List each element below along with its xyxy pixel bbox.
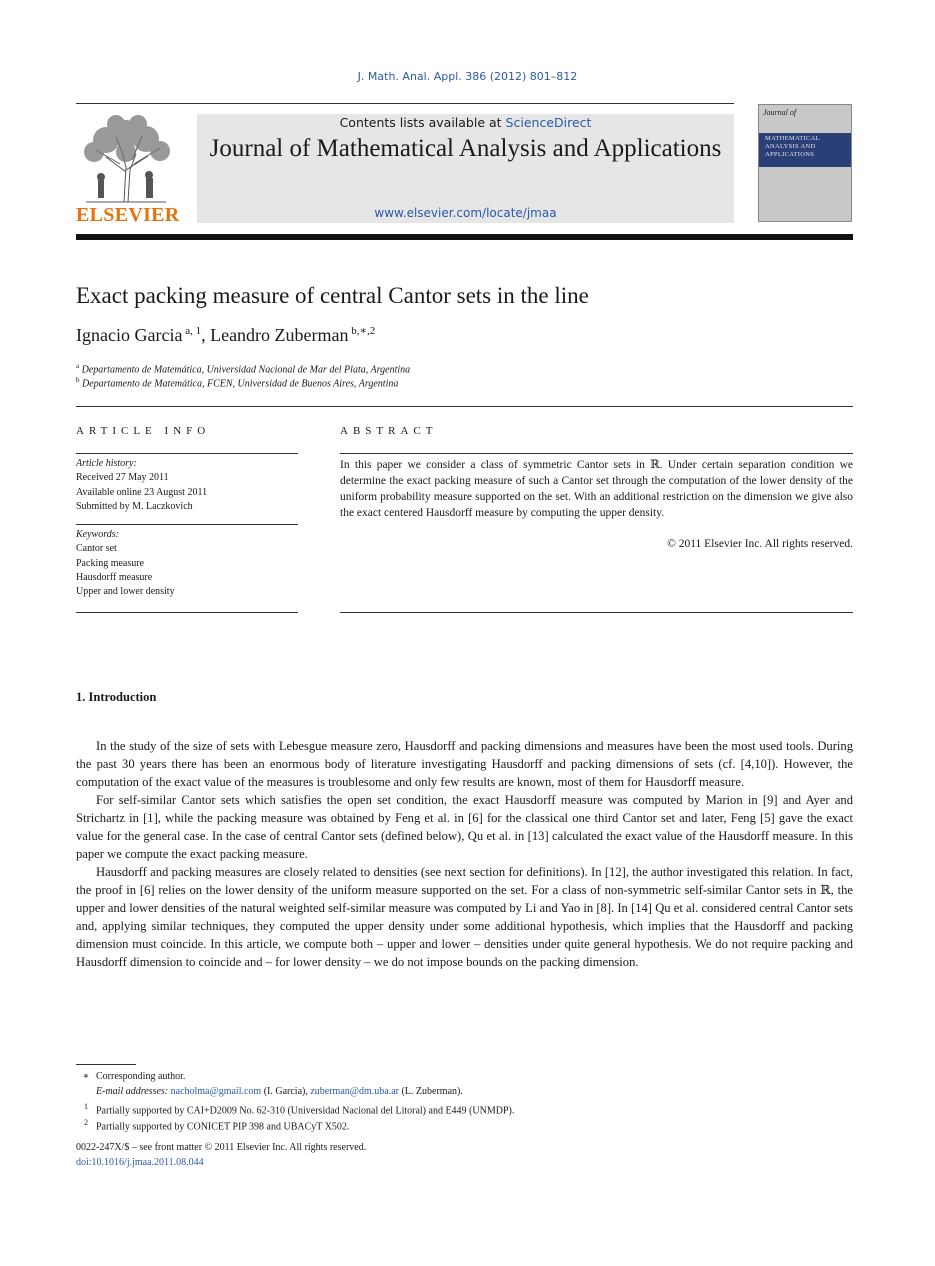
affiliation-b [76,376,398,389]
intro-body [76,737,853,971]
keywords-label: Keywords: [76,529,119,540]
cover-journal-of: Journal of [763,108,797,117]
affiliation-text: Departamento de Matemática, Universidad Nacional de Mar del Plata, Argentina [81,364,411,376]
abstract-rule [340,612,853,613]
section-rule [76,406,853,407]
footnote-text: Corresponding author. [96,1071,186,1082]
history-item: Available online 23 August 2011 [76,486,208,498]
affiliation-text: Departamento de Matemática, FCEN, Universidad de Buenos Aires, Argentina [82,378,399,390]
author-list [76,324,375,346]
email-label: E-mail addresses: [96,1086,169,1097]
footnote-text: Partially supported by CAI+D2009 No. 62-310 (Universidad Nacional del Litoral) and E449 (UNMDP). [96,1105,515,1117]
author-separator: , [201,325,211,345]
sciencedirect-link[interactable]: ScienceDirect [505,115,592,130]
footnote-text: Partially supported by CONICET PIP 398 and UBACyT X502. [96,1121,350,1133]
abstract-text: In this paper we consider a class of symmetric Cantor sets in ℝ. Under certain separation condition we determine the exact packing measure of such a Cantor set through the computation of the lower density of the uniform probability measure supported on the set. With an additional restriction on the dimension we give also the exact centered Hausdorff measure by computing the upper density. [340,459,853,519]
intro-heading: 1. Introduction [76,690,157,704]
article-history [76,457,298,514]
email-link[interactable]: nacholma@gmail.com [170,1086,262,1097]
contents-line [197,115,734,130]
affiliation-mark: b [76,376,80,384]
header-thick-rule [76,234,853,240]
email-owner: (L. Zuberman). [398,1086,463,1097]
cover-band [759,133,851,167]
footnote-corresponding [76,1069,853,1084]
author-name[interactable]: Ignacio Garcia [76,325,183,345]
intro-paragraph: For self-similar Cantor sets which satisfies the open set condition, the exact Hausdorff measure was computed by Marion in [9] and Ayer and Strichartz in [1], while the packing measure was obtained by Feng et al. in [6] for the classical one third Cantor set and later, Feng [5] gave the exact value for the general case. In the case of central Cantor sets (defined below), Qu et al. in [13] calculated the exact value of the Hausdorff measure. In this paper we compute the exact packing measure. [76,793,853,861]
article-info-heading: ARTICLE INFO [76,425,211,437]
journal-url-link[interactable]: www.elsevier.com/locate/jmaa [374,206,557,220]
author-marks[interactable]: a, 1 [185,325,202,337]
abstract-rule [340,453,853,454]
article-info-rule [76,453,298,454]
intro-paragraph: Hausdorff and packing measures are closely related to densities (see next section for definitions). In [12], the author investigated this relation. In fact, the proof in [6] relies on the lower density of the uniform measure supported on the set. For a class of non-symmetric self-similar Cantor sets in ℝ, the upper and lower densities of the natural weighted self-similar measure was computed by Li and Yao in [8]. In [14] Qu et al. considered central Cantor sets and, applying similar techniques, they computed the upper density under some additional hypothesis, which implies that the Hausdorff and packing dimension must coincide. In this article, we compute both – upper and lower – densities under quite general hypothesis. We do not require packing and Hausdorff dimension to coincide and – for lower density – we do not impose bounds on the packing dimension. [76,865,853,969]
article-title: Exact packing measure of central Cantor sets in the line [76,283,589,308]
keywords [76,528,298,599]
abstract-heading: ABSTRACT [340,425,438,437]
keyword: Hausdorff measure [76,571,153,583]
author-marks[interactable]: b,∗,2 [351,325,376,337]
elsevier-wordmark: ELSEVIER [76,204,180,226]
journal-masthead [197,114,734,223]
footnote-2 [76,1115,853,1135]
contents-prefix: Contents lists available at [339,115,506,130]
footnote-mark: 1 [84,1102,88,1111]
affiliation-mark: a [76,362,80,370]
doi-link[interactable]: doi:10.1016/j.jmaa.2011.08.044 [76,1157,204,1168]
header-rule [76,103,734,104]
footnote-mark: ∗ [82,1071,90,1082]
journal-cover-thumbnail [758,104,852,222]
footnote-emails [76,1084,853,1099]
history-item: Received 27 May 2011 [76,472,169,484]
keyword: Upper and lower density [76,586,175,598]
footnote-mark: 2 [84,1118,88,1127]
author-name[interactable]: Leandro Zuberman [210,325,349,345]
journal-title: Journal of Mathematical Analysis and Applications [209,135,722,162]
cover-title: MATHEMATICAL ANALYSIS AND APPLICATIONS [765,135,820,158]
keyword: Packing measure [76,557,145,569]
history-item: Submitted by M. Laczkovich [76,500,193,512]
keyword: Cantor set [76,543,117,555]
email-owner: (I. Garcia), [261,1086,311,1097]
article-info-rule [76,524,298,525]
intro-paragraph: In the study of the size of sets with Lebesgue measure zero, Hausdorff and packing dimensions and measures have been the most used tools. During the past 30 years there has been an enormous body of literature investigating Hausdorff and packing dimensions of sets (cf. [4,10]). However, the computation of the exact value of the measures is troublesome and only few results are known, most of them for Hausdorff measure. [76,739,853,789]
abstract-copyright: © 2011 Elsevier Inc. All rights reserved. [667,538,853,550]
affiliation-a [76,362,410,375]
footnote-rule [76,1064,136,1065]
journal-citation[interactable]: J. Math. Anal. Appl. 386 (2012) 801–812 [357,70,578,83]
issn-line: 0022-247X/$ – see front matter © 2011 Elsevier Inc. All rights reserved. [76,1142,367,1153]
email-link[interactable]: zuberman@dm.uba.ar [310,1086,399,1097]
history-label: Article history: [76,458,137,469]
article-info-rule [76,612,298,613]
